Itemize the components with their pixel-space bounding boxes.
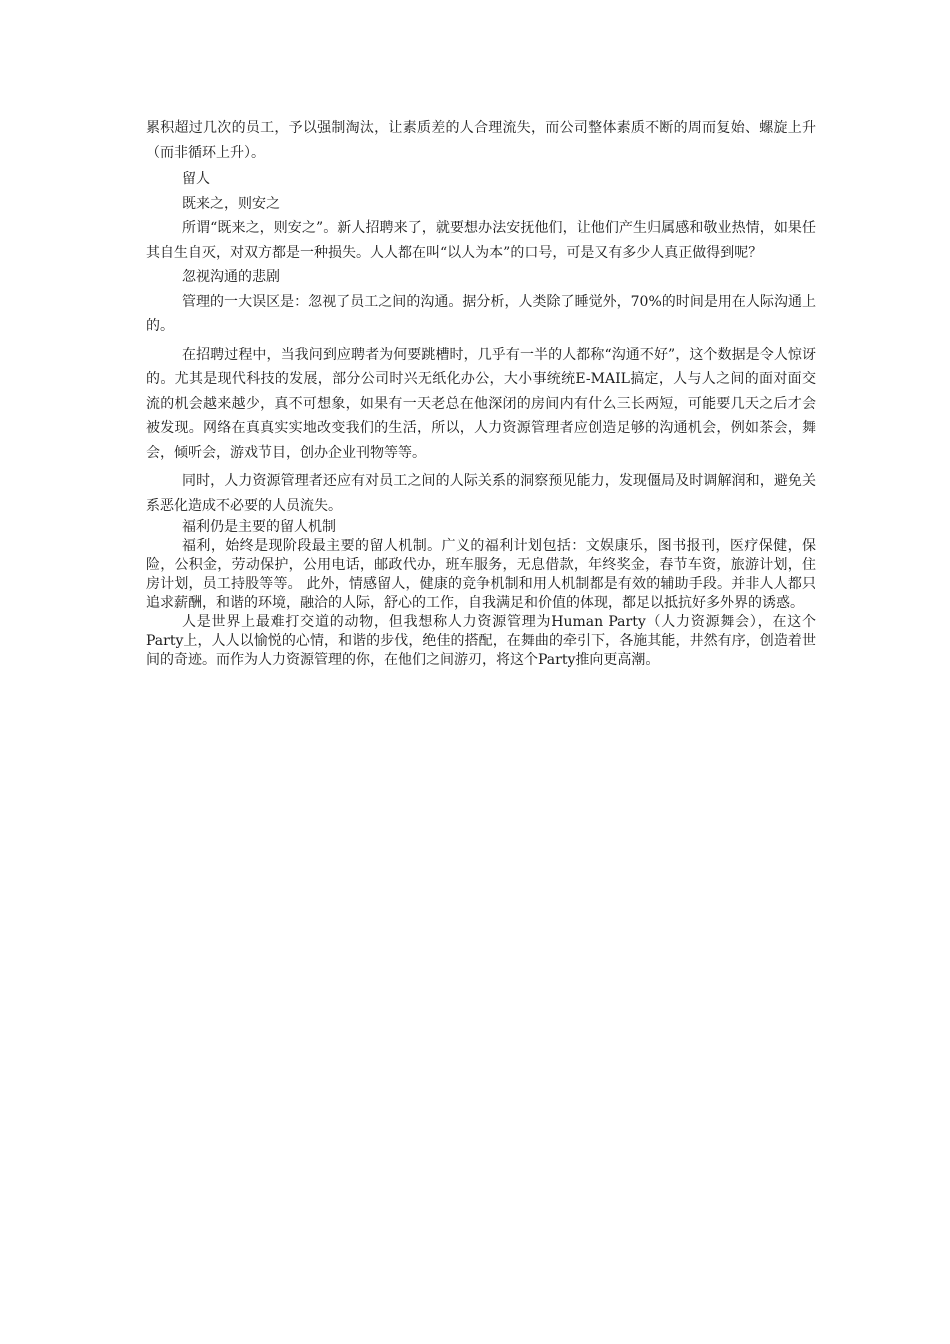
paragraph-continuation: 累积超过几次的员工，予以强制淘汰，让素质差的人合理流失，而公司整体素质不断的周而复始、螺旋上升（而非循环上升）。 [146,120,816,161]
subheading-settle-in: 既来之，则安之 [182,195,280,212]
section-heading-retention: 留人 [182,171,210,187]
paragraph-settle-in: 所谓“既来之，则安之”。新人招聘来了，就要想办法安抚他们，让他们产生归属感和敬业热情，如果任其自生自灭，对双方都是一种损失。人人都在叫“以人为本”的口号，可是又有多少人真正做得到呢？ [146,220,816,261]
paragraph-communication-misconception: 管理的一大误区是：忽视了员工之间的沟通。据分析，人类除了睡觉外，70%的时间是用在人际沟通上的。 [146,293,816,334]
paragraph-recruiting-communication: 在招聘过程中，当我问到应聘者为何要跳槽时，几乎有一半的人都称“沟通不好”，这个数据是令人惊讶的。尤其是现代科技的发展，部分公司时兴无纸化办公，大小事统统E-MAIL搞定，人与人之间的面对面交流的机会越来越少，真不可想象，如果有一天老总在他深闭的房间内有什么三长两短，可能要几天之后才会被发现。网络在真真实实地改变我们的生活，所以，人力资源管理者应创造足够的沟通机会，例如茶会，舞会，倾听会，游戏节目，创办企业刊物等等。 [146,346,816,461]
subheading-benefits: 福利仍是主要的留人机制 [182,519,336,535]
paragraph-human-party: 人是世界上最难打交道的动物，但我想称人力资源管理为Human Party（人力资源舞会），在这个Party上，人人以愉悦的心情，和谐的步伐，绝佳的搭配，在舞曲的牵引下，各施其能，井然有序，创造着世间的奇迹。而作为人力资源管理的你，在他们之间游刃，将这个Party推向更高潮。 [146,614,816,668]
subheading-communication: 忽视沟通的悲剧 [182,269,280,285]
paragraph-interpersonal-insight: 同时，人力资源管理者还应有对员工之间的人际关系的洞察预见能力，发现僵局及时调解润和，避免关系恶化造成不必要的人员流失。 [146,473,816,514]
document-body [146,116,816,670]
paragraph-benefits: 福利，始终是现阶段最主要的留人机制。广义的福利计划包括：文娱康乐，图书报刊，医疗保健，保险，公积金，劳动保护，公用电话，邮政代办，班车服务，无息借款，年终奖金，春节车资，旅游计划，住房计划，员工持股等等。 此外，情感留人，健康的竞争机制和用人机制都是有效的辅助手段。并非人人都只追求薪酬，和谐的环境，融洽的人际，舒心的工作，自我满足和价值的体现，都足以抵抗好多外界的诱惑。 [146,538,816,611]
